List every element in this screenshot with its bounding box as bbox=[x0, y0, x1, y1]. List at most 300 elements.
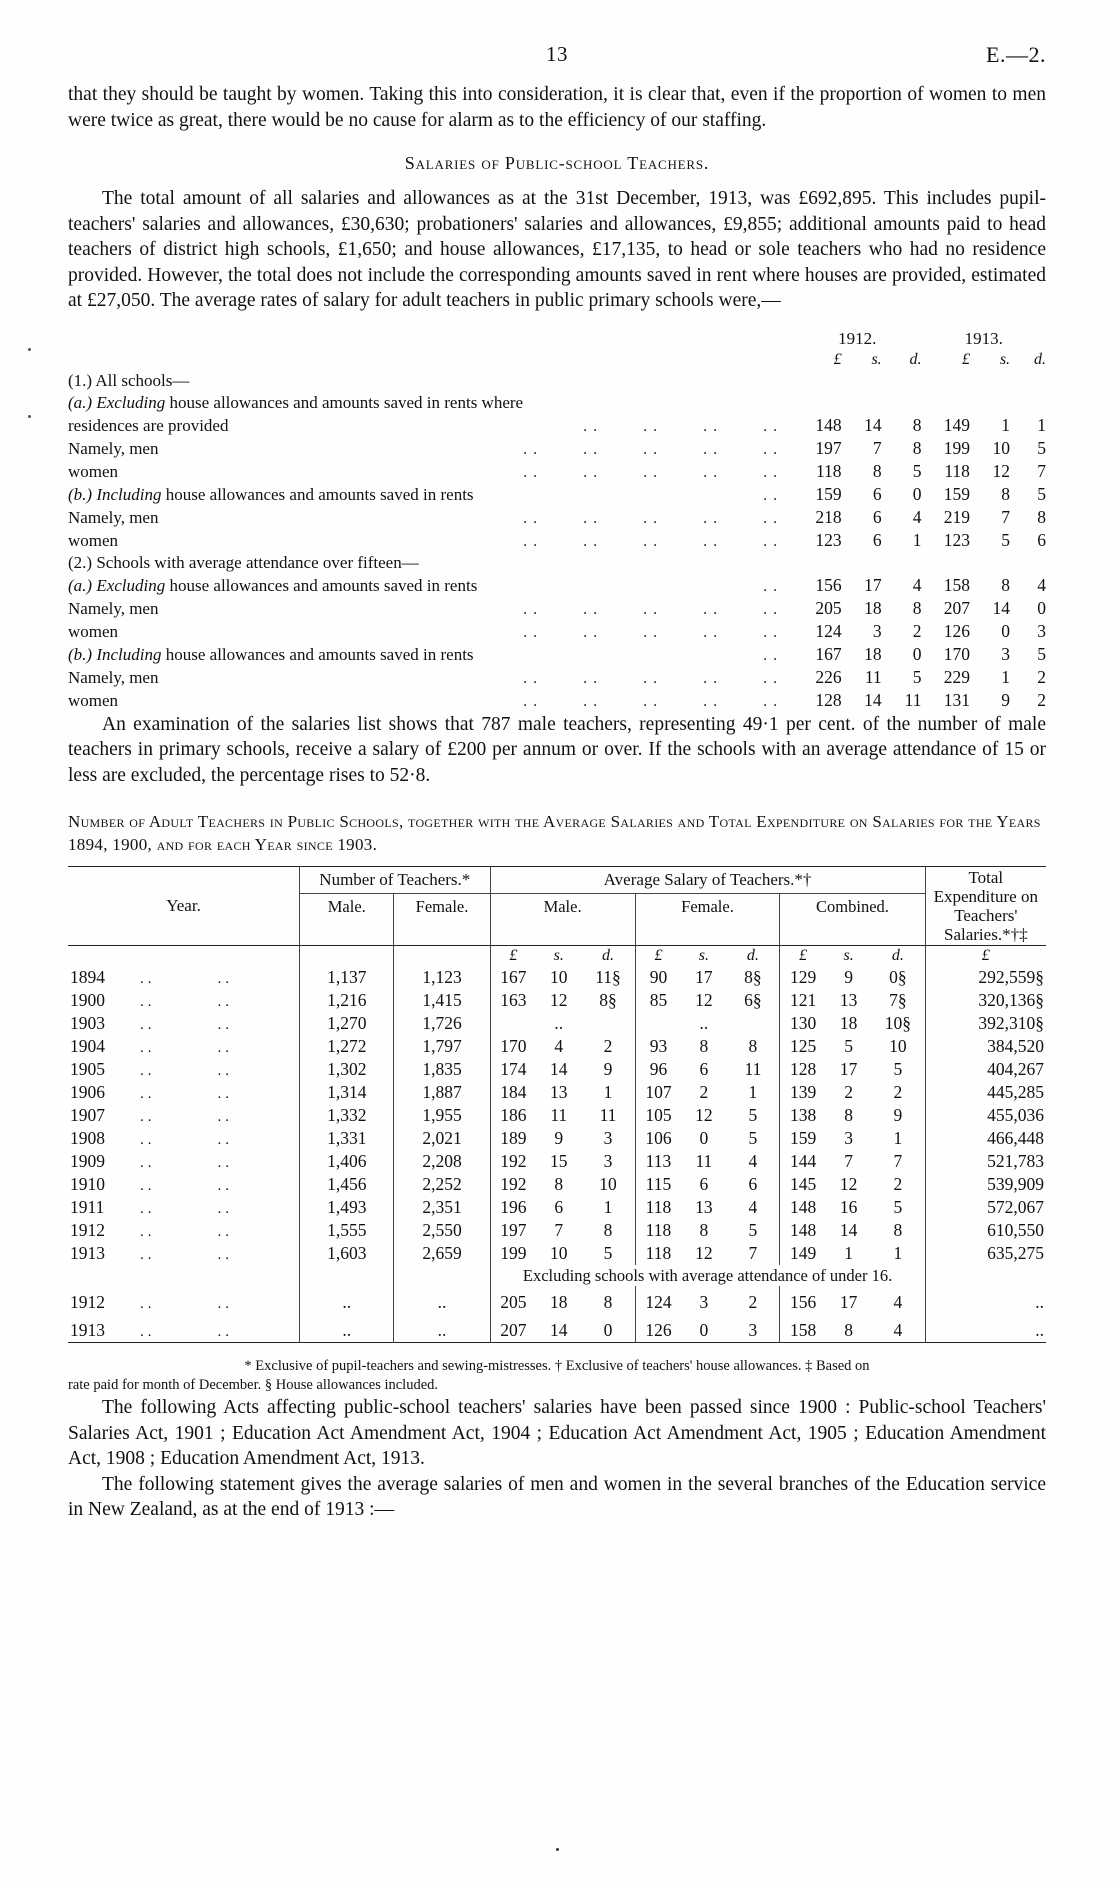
rates-value: 18 bbox=[864, 597, 882, 618]
rates-row-leader: .. .. .. .. .. bbox=[523, 463, 784, 481]
rates-row-label: (a.) Excluding house allowances and amounts saved in rents bbox=[68, 575, 478, 595]
rates-value: 1 bbox=[1037, 414, 1046, 435]
rates-value: 7 bbox=[1001, 506, 1011, 527]
rates-value: 4 bbox=[1037, 574, 1046, 595]
rates-value: 6 bbox=[872, 529, 882, 550]
note-pad bbox=[394, 1265, 490, 1286]
rates-value: 148 bbox=[815, 414, 842, 435]
table-row bbox=[68, 1058, 1046, 1081]
cell-salary-combined: 16 bbox=[839, 1197, 858, 1217]
rates-value: 197 bbox=[815, 437, 842, 458]
unit-male-pound: £ bbox=[490, 946, 536, 967]
cell-salary-female: 4 bbox=[748, 1151, 758, 1171]
subsection-note-row bbox=[68, 1265, 1046, 1286]
rates-value bbox=[921, 552, 969, 574]
rates-value: 12 bbox=[992, 460, 1011, 481]
note-pad bbox=[300, 1265, 394, 1286]
rates-row-leader: .. bbox=[763, 486, 784, 504]
cell-salary-combined: 149 bbox=[780, 1242, 826, 1265]
rates-row bbox=[68, 689, 1046, 712]
cell-salary-female: 11 bbox=[695, 1151, 713, 1171]
cell-salary-combined: 121 bbox=[780, 989, 826, 1012]
cell-salary-male: 13 bbox=[550, 1082, 568, 1102]
rates-row bbox=[68, 552, 1046, 574]
rates-value bbox=[970, 392, 1010, 414]
rates-row bbox=[68, 414, 1046, 437]
cell-number-male: 1,302 bbox=[300, 1058, 394, 1081]
cell-salary-combined: 5 bbox=[844, 1036, 853, 1056]
cell-salary-male: 14 bbox=[550, 1059, 568, 1079]
cell-salary-female: 2 bbox=[748, 1292, 758, 1312]
cell-salary-female: 90 bbox=[635, 966, 681, 989]
cell-number-female: 2,252 bbox=[394, 1173, 490, 1196]
cell-salary-female: 8 bbox=[748, 1036, 758, 1056]
cell-salary-female: 124 bbox=[635, 1286, 681, 1314]
cell-year: 1912 .. .. bbox=[70, 1292, 233, 1312]
cell-number-female: 1,726 bbox=[394, 1012, 490, 1035]
rates-row-leader: .. .. .. .. .. bbox=[523, 669, 784, 687]
cell-salary-male: 8§ bbox=[599, 990, 617, 1010]
cell-salary-male: 163 bbox=[490, 989, 536, 1012]
rates-value bbox=[970, 370, 1010, 392]
table-row bbox=[68, 966, 1046, 989]
rates-row bbox=[68, 666, 1046, 689]
unit-pence-1913: d. bbox=[1034, 350, 1046, 368]
rates-value bbox=[921, 370, 969, 392]
table-row bbox=[68, 1219, 1046, 1242]
cell-number-male: 1,314 bbox=[300, 1081, 394, 1104]
cell-salary-male: 196 bbox=[490, 1196, 536, 1219]
rates-value: 3 bbox=[872, 620, 882, 641]
table-row bbox=[68, 1242, 1046, 1265]
rates-value bbox=[842, 370, 882, 392]
rates-value: 14 bbox=[864, 689, 882, 710]
unit-female-pence: d. bbox=[746, 947, 759, 964]
rates-value: 118 bbox=[815, 460, 842, 481]
rates-row bbox=[68, 643, 1046, 666]
rates-value bbox=[1010, 392, 1046, 414]
cell-salary-combined: 145 bbox=[780, 1173, 826, 1196]
rule-segment bbox=[780, 1343, 826, 1350]
header-salary-male: Male. bbox=[490, 893, 635, 919]
rates-body bbox=[68, 370, 1046, 712]
cell-salary-female: 5 bbox=[748, 1105, 758, 1125]
rates-row-leader bbox=[523, 392, 793, 414]
page-header bbox=[68, 42, 1046, 82]
rates-value: 226 bbox=[815, 666, 842, 687]
cell-salary-male: 2 bbox=[603, 1036, 613, 1056]
cell-salary-combined: 156 bbox=[780, 1286, 826, 1314]
cell-salary-female: 12 bbox=[695, 1105, 713, 1125]
rates-row-label: women bbox=[68, 621, 119, 641]
rates-value: 170 bbox=[943, 643, 970, 664]
cell-salary-female: 113 bbox=[635, 1150, 681, 1173]
cell-salary-combined: 17 bbox=[839, 1059, 858, 1079]
cell-salary-female: 8 bbox=[699, 1036, 709, 1056]
cell-total-expenditure: 610,550 bbox=[925, 1219, 1046, 1242]
unit-combined-pence: d. bbox=[891, 947, 904, 964]
cell-year: 1912 .. .. bbox=[70, 1220, 233, 1240]
rates-value: 159 bbox=[943, 483, 970, 504]
cell-salary-combined: 9 bbox=[893, 1105, 903, 1125]
table-head bbox=[68, 867, 1046, 967]
document-code: E.—2. bbox=[986, 42, 1046, 67]
unit-shilling-1913: s. bbox=[999, 350, 1011, 368]
table-row bbox=[68, 1012, 1046, 1035]
cell-number-female: 1,415 bbox=[394, 989, 490, 1012]
cell-total-expenditure: 292,559§ bbox=[925, 966, 1046, 989]
rates-value: 14 bbox=[992, 597, 1011, 618]
rates-value: 6 bbox=[1037, 529, 1046, 550]
cell-number-male: 1,331 bbox=[300, 1127, 394, 1150]
cell-salary-male: 8 bbox=[603, 1292, 613, 1312]
rule-segment bbox=[635, 1343, 681, 1350]
cell-salary-female: 6 bbox=[699, 1174, 709, 1194]
table-row bbox=[68, 1150, 1046, 1173]
rates-row-leader: .. .. .. .. .. bbox=[523, 623, 784, 641]
cell-salary-combined: 1 bbox=[893, 1128, 903, 1148]
header-number-male: Male. bbox=[300, 893, 394, 919]
rates-value: 8 bbox=[912, 597, 922, 618]
cell-number-female: 1,887 bbox=[394, 1081, 490, 1104]
cell-salary-male: 186 bbox=[490, 1104, 536, 1127]
cell-number-female: .. bbox=[394, 1286, 490, 1314]
cell-number-male: 1,216 bbox=[300, 989, 394, 1012]
cell-salary-female: 118 bbox=[635, 1242, 681, 1265]
rates-value: 5 bbox=[1037, 437, 1046, 458]
cell-salary-male: 4 bbox=[554, 1036, 564, 1056]
rates-value: 5 bbox=[1037, 643, 1046, 664]
rates-value: 0 bbox=[912, 643, 922, 664]
rates-row-label: (b.) Including house allowances and amounts saved in rents bbox=[68, 484, 474, 504]
rates-value: 8 bbox=[872, 460, 882, 481]
cell-number-male: 1,272 bbox=[300, 1035, 394, 1058]
cell-salary-female: 0 bbox=[699, 1320, 709, 1340]
rates-value: 8 bbox=[1037, 506, 1046, 527]
cell-salary-female: 2 bbox=[699, 1082, 709, 1102]
rates-value bbox=[793, 392, 841, 414]
rates-row-leader bbox=[523, 370, 793, 392]
rates-value: 149 bbox=[943, 414, 970, 435]
cell-number-male: 1,270 bbox=[300, 1012, 394, 1035]
cell-salary-female: 126 bbox=[635, 1314, 681, 1343]
table-row bbox=[68, 1196, 1046, 1219]
cell-salary-male: 6 bbox=[554, 1197, 564, 1217]
rule-segment bbox=[68, 1343, 300, 1350]
cell-salary-female: 6 bbox=[748, 1174, 758, 1194]
cell-salary-combined: 1 bbox=[844, 1243, 853, 1263]
header-salary-female: Female. bbox=[635, 893, 780, 919]
cell-total-expenditure: .. bbox=[925, 1286, 1046, 1314]
rule-segment bbox=[726, 1343, 779, 1350]
rates-value: 3 bbox=[1001, 643, 1011, 664]
cell-salary-male: 197 bbox=[490, 1219, 536, 1242]
rates-row-leader: .. bbox=[763, 646, 784, 664]
rates-row-label: Namely, men bbox=[68, 598, 159, 618]
unit-pound-1913: £ bbox=[961, 350, 970, 368]
cell-salary-female: 115 bbox=[635, 1173, 681, 1196]
cell-salary-male: 205 bbox=[490, 1286, 536, 1314]
cell-salary-female: 7 bbox=[748, 1243, 758, 1263]
cell-salary-combined: 2 bbox=[893, 1082, 903, 1102]
rates-value: 18 bbox=[864, 643, 882, 664]
cell-total-expenditure: 445,285 bbox=[925, 1081, 1046, 1104]
table-row bbox=[68, 1314, 1046, 1343]
cell-salary-female: 5 bbox=[748, 1220, 758, 1240]
rates-value: 9 bbox=[1001, 689, 1011, 710]
rates-value: 4 bbox=[912, 574, 922, 595]
rates-value: 6 bbox=[872, 483, 882, 504]
cell-salary-combined: 144 bbox=[780, 1150, 826, 1173]
rates-value: 2 bbox=[1037, 689, 1046, 710]
rates-value bbox=[1010, 552, 1046, 574]
rates-value: 5 bbox=[1037, 483, 1046, 504]
cell-year: 1906 .. .. bbox=[70, 1082, 233, 1102]
table-row bbox=[68, 989, 1046, 1012]
cell-salary-female: 11 bbox=[744, 1059, 762, 1079]
rates-row bbox=[68, 392, 1046, 414]
table-row bbox=[68, 1127, 1046, 1150]
cell-total-expenditure: .. bbox=[925, 1314, 1046, 1343]
cell-salary-male: 167 bbox=[490, 966, 536, 989]
cell-salary-female: 0 bbox=[699, 1128, 709, 1148]
cell-salary-male bbox=[490, 1012, 536, 1035]
cell-salary-combined: 129 bbox=[780, 966, 826, 989]
rates-row-label: residences are provided bbox=[68, 415, 229, 435]
rates-value bbox=[882, 392, 922, 414]
cell-total-expenditure: 320,136§ bbox=[925, 989, 1046, 1012]
rates-year-1912: 1912. bbox=[838, 328, 877, 348]
cell-salary-male: 7 bbox=[554, 1220, 564, 1240]
cell-salary-male: 1 bbox=[603, 1082, 613, 1102]
subsection-note: Excluding schools with average attendance of under 16. bbox=[490, 1265, 925, 1286]
cell-year: 1905 .. .. bbox=[70, 1059, 233, 1079]
rates-value: 158 bbox=[943, 574, 970, 595]
rates-row-leader: .. .. .. .. .. bbox=[523, 532, 784, 550]
note-pad bbox=[68, 1265, 300, 1286]
table-row bbox=[68, 1286, 1046, 1314]
cell-salary-combined: 139 bbox=[780, 1081, 826, 1104]
rates-value bbox=[842, 392, 882, 414]
note-pad bbox=[925, 1265, 1046, 1286]
cell-salary-combined: 138 bbox=[780, 1104, 826, 1127]
cell-year: 1903 .. .. bbox=[70, 1013, 233, 1033]
cell-salary-male: 3 bbox=[603, 1151, 613, 1171]
rates-value bbox=[793, 552, 841, 574]
cell-year: 1907 .. .. bbox=[70, 1105, 233, 1125]
cell-total-expenditure: 455,036 bbox=[925, 1104, 1046, 1127]
rates-row-leader bbox=[523, 552, 793, 574]
cell-salary-combined: 5 bbox=[893, 1059, 903, 1079]
cell-number-female: 2,550 bbox=[394, 1219, 490, 1242]
cell-salary-combined: 3 bbox=[844, 1128, 853, 1148]
unit-male-pence: d. bbox=[602, 947, 614, 964]
unit-combined-pound: £ bbox=[780, 946, 826, 967]
cell-number-female: .. bbox=[394, 1314, 490, 1343]
cell-salary-combined: 8 bbox=[844, 1320, 853, 1340]
cell-salary-combined: 158 bbox=[780, 1314, 826, 1343]
rates-row-leader: .. .. .. .. .. bbox=[523, 692, 784, 710]
cell-salary-combined: 7 bbox=[844, 1151, 853, 1171]
cell-salary-combined: 148 bbox=[780, 1196, 826, 1219]
cell-salary-male: 5 bbox=[603, 1243, 613, 1263]
cell-number-female: 1,955 bbox=[394, 1104, 490, 1127]
margin-speck bbox=[28, 348, 31, 351]
cell-salary-combined: 7§ bbox=[889, 990, 907, 1010]
rates-value: 6 bbox=[872, 506, 882, 527]
cell-total-expenditure: 404,267 bbox=[925, 1058, 1046, 1081]
header-salary-combined: Combined. bbox=[780, 893, 925, 919]
cell-salary-female bbox=[726, 1012, 779, 1035]
rates-value: 131 bbox=[943, 689, 970, 710]
cell-year: 1910 .. .. bbox=[70, 1174, 233, 1194]
rates-row-label: (b.) Including house allowances and amounts saved in rents bbox=[68, 644, 474, 664]
table-row bbox=[68, 1104, 1046, 1127]
rule-segment bbox=[300, 1343, 394, 1350]
rates-value: 229 bbox=[943, 666, 970, 687]
rule-segment bbox=[681, 1343, 726, 1350]
rates-row-leader: .. .. .. .. .. bbox=[523, 440, 784, 458]
rule-segment bbox=[490, 1343, 536, 1350]
cell-salary-female: 118 bbox=[635, 1196, 681, 1219]
rates-value: 10 bbox=[992, 437, 1011, 458]
cell-salary-combined: 1 bbox=[893, 1243, 903, 1263]
cell-year: 1900 .. .. bbox=[70, 990, 233, 1010]
rates-value: 7 bbox=[1037, 460, 1046, 481]
cell-salary-combined: 130 bbox=[780, 1012, 826, 1035]
cell-salary-combined: 5 bbox=[893, 1197, 903, 1217]
rates-value: 5 bbox=[912, 666, 922, 687]
cell-salary-combined: 8 bbox=[844, 1105, 853, 1125]
cell-salary-male: 199 bbox=[490, 1242, 536, 1265]
cell-total-expenditure: 539,909 bbox=[925, 1173, 1046, 1196]
unit-pound-1912: £ bbox=[833, 350, 842, 368]
unit-shilling-1912: s. bbox=[871, 350, 882, 368]
rates-value bbox=[882, 370, 922, 392]
rates-value: 124 bbox=[815, 620, 842, 641]
cell-number-female: 1,797 bbox=[394, 1035, 490, 1058]
cell-number-male: 1,456 bbox=[300, 1173, 394, 1196]
rates-value: 1 bbox=[1001, 666, 1011, 687]
unit-male-shilling: s. bbox=[553, 947, 564, 964]
rates-value: 123 bbox=[815, 529, 842, 550]
table-bottom-rule bbox=[68, 1343, 1046, 1350]
cell-year: 1909 .. .. bbox=[70, 1151, 233, 1171]
page-number: 13 bbox=[546, 42, 568, 66]
cell-salary-combined: 10 bbox=[889, 1036, 907, 1056]
cell-salary-combined: 9 bbox=[844, 967, 853, 987]
cell-salary-male: 9 bbox=[603, 1059, 613, 1079]
rates-value bbox=[842, 552, 882, 574]
cell-salary-combined: 4 bbox=[893, 1320, 903, 1340]
cell-number-male: .. bbox=[300, 1314, 394, 1343]
rates-row-leader: .. .. .. .. bbox=[583, 417, 784, 435]
cell-salary-combined: 148 bbox=[780, 1219, 826, 1242]
rates-value: 1 bbox=[1001, 414, 1011, 435]
rates-value bbox=[921, 392, 969, 414]
rule-segment bbox=[826, 1343, 871, 1350]
rates-value: 205 bbox=[815, 597, 842, 618]
cell-salary-female: 8 bbox=[699, 1220, 709, 1240]
table-body bbox=[68, 966, 1046, 1349]
cell-salary-male: 11 bbox=[550, 1105, 568, 1125]
cell-salary-male: 0 bbox=[603, 1320, 613, 1340]
cell-salary-male: 192 bbox=[490, 1150, 536, 1173]
footnotes bbox=[68, 1357, 1046, 1395]
cell-salary-combined: 18 bbox=[839, 1013, 858, 1033]
cell-salary-combined: 10§ bbox=[884, 1013, 912, 1033]
salaries-paragraph: The total amount of all salaries and allowances as at the 31st December, 1913, was £692,895. This includes pupil-teachers' salaries and allowances, £30,630; probationers' salaries and allowances, £9,855; additional amounts paid to head teachers of district high schools, £1,650; and house allowances, £17,135, to head or sole teachers who had no residence provided. However, the total does not include the corresponding amounts saved in rent where houses are provided, estimated at £27,050. The average rates of salary for adult teachers in public primary schools were,— bbox=[68, 188, 1046, 311]
cell-salary-male: 184 bbox=[490, 1081, 536, 1104]
cell-salary-male: 18 bbox=[550, 1292, 568, 1312]
rule-segment bbox=[871, 1343, 925, 1350]
cell-number-male: 1,406 bbox=[300, 1150, 394, 1173]
rates-value: 126 bbox=[943, 620, 970, 641]
rates-value: 7 bbox=[872, 437, 882, 458]
rates-row-label: women bbox=[68, 690, 119, 710]
cell-total-expenditure: 466,448 bbox=[925, 1127, 1046, 1150]
cell-salary-male: 9 bbox=[554, 1128, 564, 1148]
rates-row bbox=[68, 574, 1046, 597]
cell-salary-female: 6§ bbox=[744, 990, 762, 1010]
cell-salary-male: 174 bbox=[490, 1058, 536, 1081]
cell-salary-male: 10 bbox=[550, 967, 568, 987]
cell-salary-combined: 159 bbox=[780, 1127, 826, 1150]
rates-value: 8 bbox=[1001, 574, 1011, 595]
cell-number-female: 2,208 bbox=[394, 1150, 490, 1173]
rates-value: 14 bbox=[864, 414, 882, 435]
rates-value: 8 bbox=[912, 437, 922, 458]
rates-value: 3 bbox=[1037, 620, 1046, 641]
rates-value: 2 bbox=[1037, 666, 1046, 687]
rates-row-leader: .. .. .. .. .. bbox=[523, 509, 784, 527]
rates-row-label: Namely, men bbox=[68, 507, 159, 527]
cell-salary-female: 107 bbox=[635, 1081, 681, 1104]
rule-segment bbox=[536, 1343, 581, 1350]
rates-value: 199 bbox=[943, 437, 970, 458]
rates-value: 8 bbox=[1001, 483, 1011, 504]
cell-number-female: 2,021 bbox=[394, 1127, 490, 1150]
cell-salary-female: 17 bbox=[695, 967, 713, 987]
cell-salary-female: 3 bbox=[748, 1320, 758, 1340]
header-row-1 bbox=[68, 867, 1046, 894]
rates-row-label: (a.) Excluding house allowances and amounts saved in rents where bbox=[68, 392, 524, 412]
rates-value bbox=[793, 370, 841, 392]
rates-value: 156 bbox=[815, 574, 842, 595]
cell-salary-female: 85 bbox=[635, 989, 681, 1012]
rates-value: 159 bbox=[815, 483, 842, 504]
cell-year: 1904 .. .. bbox=[70, 1036, 233, 1056]
cell-total-expenditure: 521,783 bbox=[925, 1150, 1046, 1173]
cell-salary-combined: 8 bbox=[893, 1220, 903, 1240]
unit-total-pound: £ bbox=[925, 946, 1046, 967]
rates-value: 0 bbox=[1037, 597, 1046, 618]
rates-row-label: Namely, men bbox=[68, 667, 159, 687]
rates-value: 118 bbox=[944, 460, 970, 481]
rates-value: 11 bbox=[864, 666, 882, 687]
cell-salary-female: 106 bbox=[635, 1127, 681, 1150]
cell-year: 1913 .. .. bbox=[70, 1243, 233, 1263]
rates-value: 4 bbox=[912, 506, 922, 527]
rates-value bbox=[1010, 370, 1046, 392]
unit-female-pound: £ bbox=[635, 946, 681, 967]
header-average-salary: Average Salary of Teachers.*† bbox=[490, 867, 925, 894]
cell-salary-female: 4 bbox=[748, 1197, 758, 1217]
rates-value: 167 bbox=[815, 643, 842, 664]
cell-salary-female: 12 bbox=[695, 990, 713, 1010]
page-content bbox=[68, 42, 1046, 1523]
rates-value: 128 bbox=[815, 689, 842, 710]
